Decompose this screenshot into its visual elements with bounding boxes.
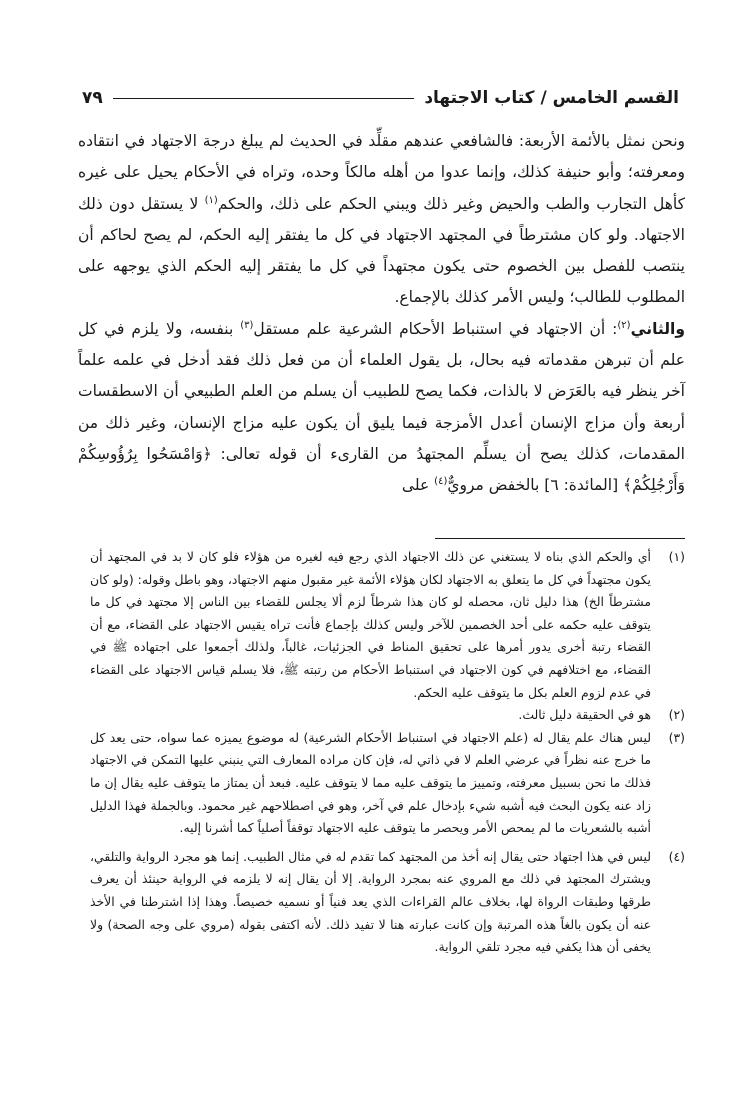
page-number: ٧٩ bbox=[82, 88, 103, 108]
footnote-number: (٤) bbox=[668, 848, 685, 864]
paragraph-lead: والثاني bbox=[630, 319, 685, 338]
footnote-ref[interactable]: (٤) bbox=[434, 476, 448, 488]
paragraph-text: : أن الاجتهاد في استنباط الأحكام الشرعية علم مستقل bbox=[253, 319, 618, 338]
footnote bbox=[90, 727, 685, 840]
footnote-text: ليس هناك علم يقال له (علم الاجتهاد في استنباط الأحكام الشرعية) له موضوع يميزه عما سواه، حتى يعد كل ما خرج عنه نظراً في عرضي العلم لا في ذاتي له، فإن كان مراده المعارف التي ينبني عليها التمكن في الاجتهاد فذلك ما نحن بسبيل معرفته، وتمييز ما يتوقف عليه مما لا يتوقف عليه. فبعد أن يمتاز ما يتوقف عليه يقال إن ما زاد عنه يكون البحث فيه أشبه شيء بإدخال علم في آخر، وهو في اصطلاحهم غير محمود. وبالجملة فهذا الدليل أشبه بالشعريات ما لم يمحص الأمر ويحصر ما يتوقف عليه الاجتهاد توقفاً أصلياً كما أشرنا إليه. bbox=[90, 729, 651, 836]
footnote-number: (٢) bbox=[668, 707, 685, 723]
footnote-number: (١) bbox=[668, 549, 685, 564]
footnote-ref[interactable]: (٢) bbox=[617, 319, 631, 331]
footnote bbox=[90, 846, 685, 959]
main-text bbox=[78, 126, 685, 502]
footnote-text: ليس في هذا اجتهاد حتى يقال إنه أخذ من المجتهد كما تقدم له في مثال الطبيب. إنما هو مجرد الرواية والتلقي، ويشترك المجتهد في ذلك مع المروي عنه بمجرد الرواية. إلا أن يقال إنه لا يلزمه في الرواية حينئذ أن يعرف طرقها وطبقات الرواة لها، بخلاف عالم القراءات الذي يعد فنياً أو نسميه خصيصاً. وهذا إذا اشترطنا في الأخذ عنه أن يكون بالغاً هذه المرتبة وإن كانت عبارته هنا لا تفيد ذلك. لأنه اكتفى بقوله (مروي على وجه الصحة) ولا يخفى أن هذا يكفي فيه مجرد تلقي الرواية. bbox=[90, 848, 651, 955]
footnotes bbox=[90, 546, 685, 959]
header-rule bbox=[113, 98, 415, 99]
chapter-title: القسم الخامس / كتاب الاجتهاد bbox=[424, 88, 679, 108]
paragraph-text: على bbox=[401, 476, 435, 495]
footnote-separator bbox=[435, 538, 685, 539]
footnote-ref[interactable]: (٣) bbox=[240, 319, 254, 331]
footnote-text: هو في الحقيقة دليل ثالث. bbox=[518, 707, 651, 723]
paragraph bbox=[78, 314, 685, 502]
paragraph-text: ونحن نمثل بالأئمة الأربعة: فالشافعي عندهم مقلِّد في الحديث لم يبلغ درجة الاجتهاد في انتقاده ومعرفته؛ وأبو حنيفة كذلك، وإنما عدوا من أهله مالكاً وحده، وتراه في الأحكام يحيل على غيره كأهل التجارب والطب والحيض وغير ذلك ويبني الحكم على ذلك، والحكم bbox=[78, 132, 685, 213]
footnote-ref[interactable]: (١) bbox=[204, 194, 218, 206]
footnote bbox=[90, 704, 685, 727]
paragraph bbox=[78, 126, 685, 314]
footnote bbox=[90, 546, 685, 704]
paragraph-text: لا يستقل دون ذلك الاجتهاد. ولو كان مشترطاً في المجتهد الاجتهاد في كل ما يفتقر إليه الحكم، لم يصح لحاكم أن ينتصب للفصل بين الخصوم حتى يكون مجتهداً في كل ما يفتقر إليه الحكم الذي يوجهه على المطلوب للطالب؛ وليس الأمر كذلك بالإجماع. bbox=[78, 194, 685, 307]
footnote-text: أي والحكم الذي بناه لا يستغني عن ذلك الاجتهاد الذي رجع فيه لغيره من هؤلاء فلو كان لا بد في المجتهد أن يكون مجتهداً في كل ما يتعلق به الاجتهاد لكان هؤلاء الأئمة غير مقبول منهم الاجتهاد، وهو باطل وقوله: (ولو كان مشترطاً الخ) هذا دليل ثان، محصله لو كان هذا شرطاً لزم ألا يجلس للقضاء بين الناس إلا مجتهد في كل ما يتوقف عليه حكمه على أحد الخصمين للآخر وليس كذلك بإجماع فأنت تراه يقيس الاجتهاد على القضاء، مع أن القضاء رتبة أخرى يدور أمرها على تحقيق المناط في الجزئيات، غالباً، ولذلك أجمعوا على اجتهاده ﷺ في القضاء، مع اختلافهم في كون الاجتهاد في استنباط الأحكام من رتبته ﷺ، فلا يسلم قياس الاجتهاد على القضاء في عدم لزوم العلم بكل ما يتوقف عليه الحكم. bbox=[90, 549, 651, 700]
running-header bbox=[82, 84, 679, 112]
footnote-number: (٣) bbox=[668, 729, 685, 745]
paragraph-text: بنفسه، ولا يلزم في كل علم أن تبرهن مقدماته فيه بحال، بل يقول العلماء أن من فعل ذلك فقد أدخل في علمه علماً آخر ينظر فيه بالعَرَض لا بالذات، فكما يصح للطبيب أن يسلم من العلم الطبيعي أن الاسطقسات أربعة وأن مزاج الإنسان أعدل الأمزجة فيما يليق أن يكون عليه مزاج الإنسان، وغير ذلك من المقدمات، كذلك يصح أن يسلِّم المجتهدُ من القارىء أن قوله تعالى: ﴿وَامْسَحُوا بِرُؤُوسِكُمْ وَأَرْجُلِكُمْ﴾ [المائدة: ٦] بالخفض مرويٌّ bbox=[78, 319, 685, 495]
